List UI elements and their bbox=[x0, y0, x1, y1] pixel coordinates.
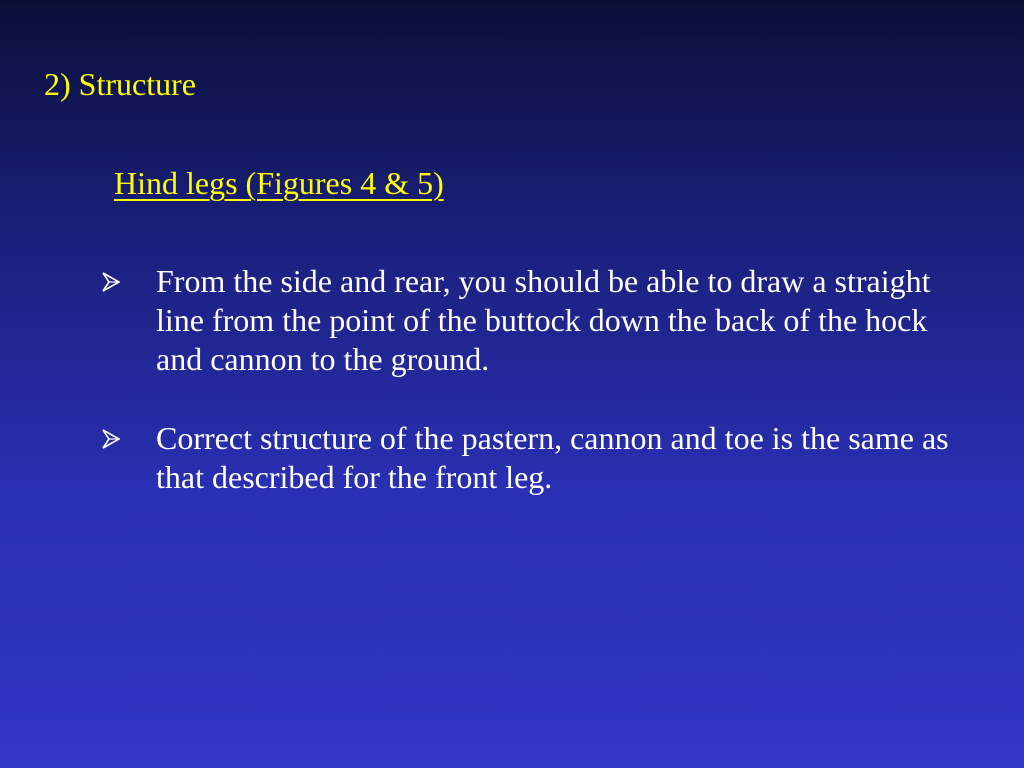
bullet-item bbox=[100, 419, 980, 497]
arrowhead-bullet-icon bbox=[100, 262, 122, 301]
arrowhead-bullet-icon bbox=[100, 419, 122, 458]
section-title: 2) Structure bbox=[44, 66, 196, 102]
bullet-item bbox=[100, 262, 980, 379]
bullet-text: Correct structure of the pastern, cannon and toe is the same as that described for the front leg. bbox=[156, 420, 949, 495]
subheading: Hind legs (Figures 4 & 5) bbox=[114, 165, 444, 201]
bullet-list bbox=[100, 262, 980, 537]
bullet-text: From the side and rear, you should be able to draw a straight line from the point of the buttock down the back of the hock and cannon to the ground. bbox=[156, 263, 931, 377]
